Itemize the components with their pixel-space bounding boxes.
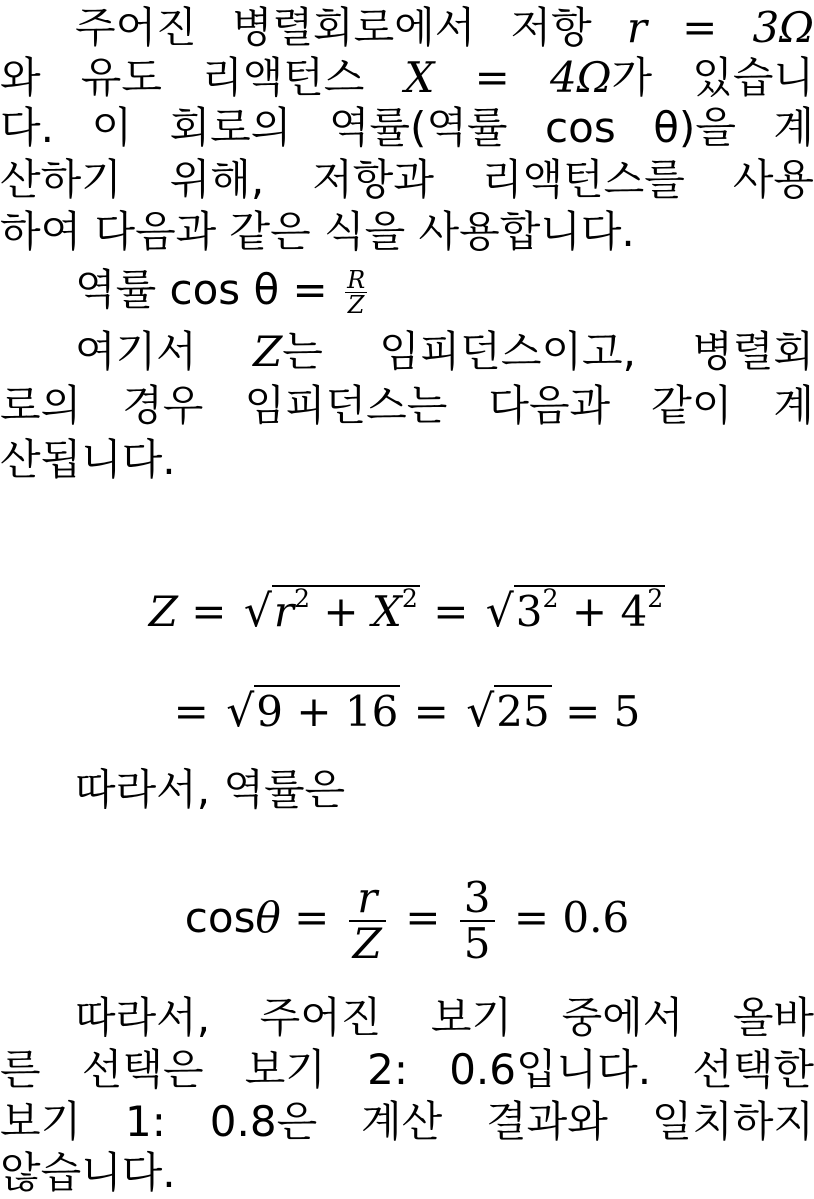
var-r: r	[273, 587, 294, 636]
radicand: 25	[496, 687, 550, 736]
sqrt-symbol: √	[466, 686, 495, 737]
text-span: 여기서	[75, 327, 254, 376]
fraction-numerator: R	[347, 266, 366, 294]
plus-sign: +	[310, 587, 372, 636]
paragraph1-line4: 산하기 위해, 저항과 리액턴스를 사용	[0, 155, 814, 204]
fraction-numerator: 3	[460, 876, 495, 922]
sqrt-symbol: √	[243, 586, 272, 637]
paragraph3: 따라서, 역률은	[75, 765, 346, 814]
text-span: 가 있습니	[611, 53, 814, 102]
power-factor-result-equation	[0, 868, 814, 968]
sqrt-9-16	[222, 686, 400, 738]
paragraph2-line2: 로의 경우 임피던스는 다음과 같이 계	[0, 381, 814, 430]
num-3: 3	[515, 587, 543, 636]
fraction-3-over-5	[460, 872, 495, 968]
exponent: 2	[647, 584, 664, 614]
fraction-r-over-z	[349, 872, 386, 968]
fraction-denominator: Z	[352, 918, 382, 968]
paragraph1-line1	[0, 2, 814, 54]
paragraph1-line5: 하여 다음과 같은 식을 사용합니다.	[0, 207, 635, 256]
eq-result: = 0.6	[500, 893, 630, 942]
eq-sign: =	[173, 687, 223, 736]
eq-lhs: Z	[148, 587, 178, 636]
text-span: 주어진 병렬회로에서 저항	[75, 3, 627, 52]
math-z: Z	[253, 327, 283, 376]
fraction-denominator: 5	[463, 918, 491, 968]
eq-sign: =	[400, 687, 463, 736]
exponent: 2	[293, 584, 310, 614]
paragraph1-line3: 다. 이 회로의 역률(역률 cos θ)을 계	[0, 103, 814, 152]
sqrt-symbol: √	[226, 686, 255, 737]
sqrt-symbol: √	[485, 586, 514, 637]
eq-sign: =	[280, 893, 343, 942]
paragraph4-line3: 보기 1: 0.8은 계산 결과와 일치하지	[0, 1097, 814, 1146]
fraction-denominator: Z	[347, 291, 365, 319]
formula-label: 역률 cos θ =	[75, 265, 342, 314]
fraction-numerator: r	[349, 876, 386, 922]
plus-sign: +	[558, 587, 621, 636]
power-factor-formula	[0, 264, 814, 330]
paragraph4-line2: 른 선택은 보기 2: 0.6입니다. 선택한	[0, 1045, 814, 1094]
math-resistance: r = 3Ω	[626, 3, 814, 52]
impedance-equation-1	[0, 586, 814, 646]
var-x: X	[371, 587, 402, 636]
eq-sign: =	[419, 587, 482, 636]
sqrt-3-4	[482, 586, 665, 638]
radicand	[514, 585, 665, 636]
paragraph4-line4: 않습니다.	[0, 1148, 176, 1197]
math-reactance: X = 4Ω	[404, 53, 612, 102]
fraction-r-over-z	[345, 268, 367, 317]
sqrt-r2-x2	[240, 586, 420, 638]
paragraph4-line1: 따라서, 주어진 보기 중에서 올바	[75, 993, 814, 1042]
num-4: 4	[620, 587, 648, 636]
exponent: 2	[401, 584, 418, 614]
eq-result: = 5	[551, 687, 641, 736]
radicand	[272, 585, 420, 636]
impedance-equation-2	[0, 686, 814, 746]
radicand: 9 + 16	[256, 687, 399, 736]
exponent: 2	[542, 584, 559, 614]
text-span: 와 유도 리액턴스	[0, 53, 405, 102]
paragraph2-line3: 산됩니다.	[0, 435, 176, 484]
sqrt-25	[462, 686, 552, 738]
cos-label: cos	[184, 893, 256, 942]
theta-symbol: θ	[255, 893, 281, 942]
paragraph1-line2	[0, 52, 814, 104]
paragraph2-line1	[0, 326, 814, 378]
eq-sign: =	[391, 893, 454, 942]
text-span: 는 임피던스이고, 병렬회	[282, 327, 814, 376]
eq-sign: =	[177, 587, 240, 636]
